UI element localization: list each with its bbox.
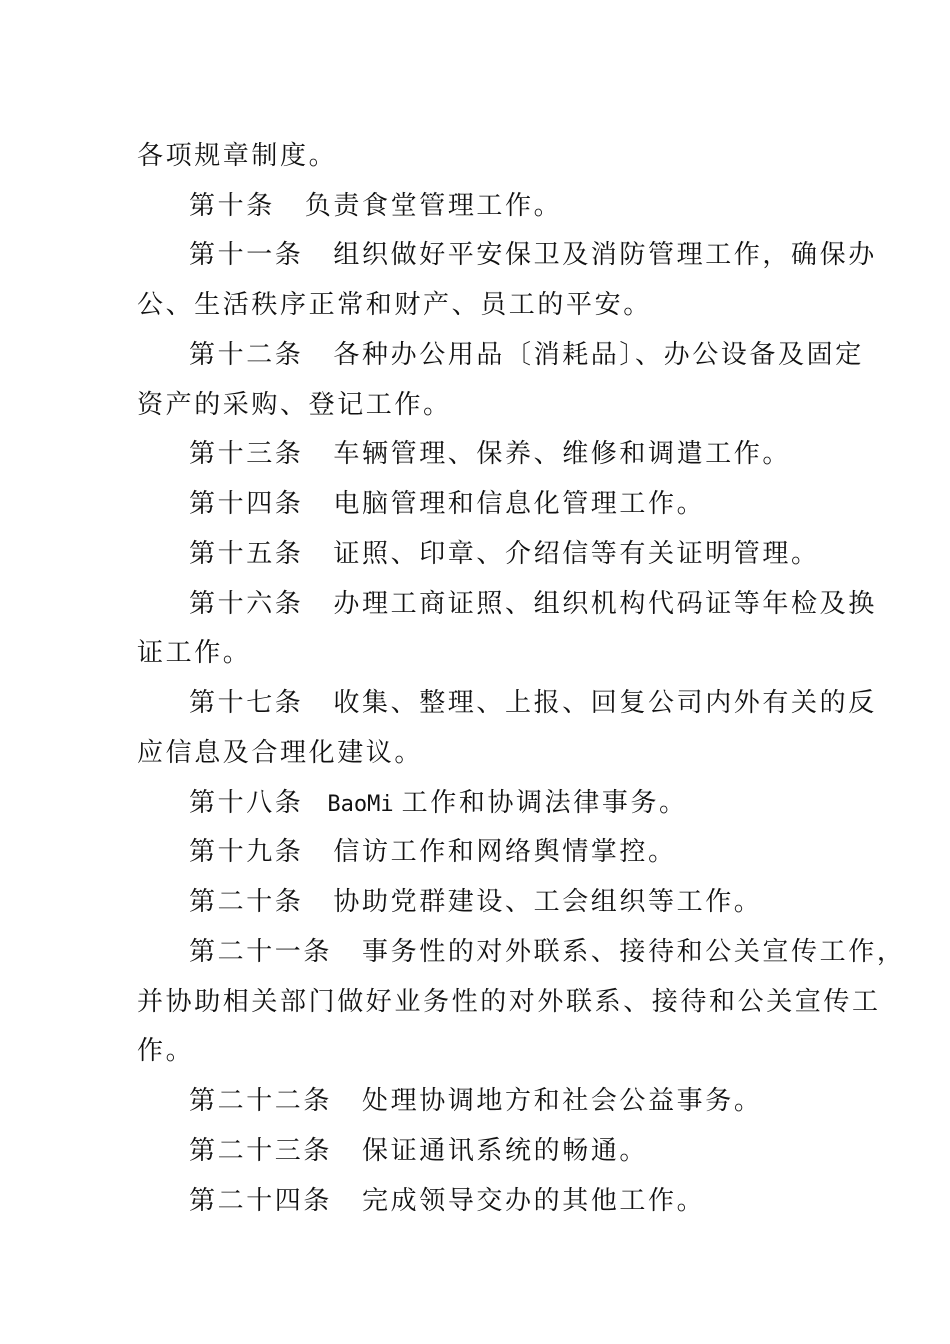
- article-number: 第二十四条: [189, 1186, 333, 1216]
- article-text: 车辆管理、保养、维修和调遣工作。: [333, 439, 792, 469]
- line-text: 各项规章制度。: [137, 141, 338, 171]
- article-line: [189, 835, 677, 869]
- article-number: 第十八条: [189, 788, 304, 818]
- article-number: 第十二条: [189, 340, 304, 370]
- article-line: [189, 1184, 705, 1218]
- article-line: [189, 189, 562, 223]
- article-number: 第十九条: [189, 837, 304, 867]
- text-line: [137, 1034, 194, 1068]
- article-line: [189, 537, 820, 571]
- line-text: 作。: [137, 1036, 195, 1066]
- article-line: [189, 786, 688, 822]
- text-line: [137, 288, 652, 322]
- article-line: [189, 935, 905, 969]
- article-number: 第十条: [189, 191, 275, 221]
- article-number: 第十一条: [189, 240, 304, 270]
- article-number: 第十六条: [189, 589, 304, 619]
- article-line: [189, 238, 877, 272]
- article-text: 办理工商证照、组织机构代码证等年检及换: [333, 589, 877, 619]
- article-text: 处理协调地方和社会公益事务。: [362, 1086, 763, 1116]
- text-line: [137, 139, 337, 173]
- article-text: 信访工作和网络舆情掌控。: [333, 837, 677, 867]
- line-text: 资产的采购、登记工作。: [137, 390, 452, 420]
- article-text: 完成领导交办的其他工作。: [362, 1186, 706, 1216]
- article-number: 第十七条: [189, 688, 304, 718]
- article-line: [189, 885, 762, 919]
- article-number: 第二十二条: [189, 1086, 333, 1116]
- article-line: [189, 587, 877, 621]
- article-line: [189, 1084, 762, 1118]
- text-line: [137, 388, 452, 422]
- article-text: 保证通讯系统的畅通。: [362, 1136, 649, 1166]
- article-line: [189, 686, 877, 720]
- article-line: [189, 437, 791, 471]
- article-latin-term: BaoMi: [327, 792, 394, 817]
- article-line: [189, 487, 705, 521]
- article-text: 证照、印章、介绍信等有关证明管理。: [333, 539, 820, 569]
- article-text: 协助党群建设、工会组织等工作。: [333, 887, 763, 917]
- article-number: 第二十三条: [189, 1136, 333, 1166]
- article-line: [189, 338, 864, 372]
- line-text: 并协助相关部门做好业务性的对外联系、接待和公关宣传工: [137, 987, 881, 1017]
- article-number: 第十五条: [189, 539, 304, 569]
- article-text: 事务性的对外联系、接待和公关宣传工作，: [362, 937, 906, 967]
- article-number: 第二十一条: [189, 937, 333, 967]
- article-text: 收集、整理、上报、回复公司内外有关的反: [333, 688, 877, 718]
- text-line: [137, 736, 423, 770]
- article-number: 第十三条: [189, 439, 304, 469]
- article-text: 负责食堂管理工作。: [304, 191, 563, 221]
- article-text: 工作和协调法律事务。: [401, 788, 688, 818]
- article-text: 组织做好平安保卫及消防管理工作，确保办: [333, 240, 877, 270]
- article-line: [189, 1134, 648, 1168]
- line-text: 公、生活秩序正常和财产、员工的平安。: [137, 290, 652, 320]
- article-text: 各种办公用品〔消耗品〕、办公设备及固定: [333, 340, 864, 370]
- article-text: 电脑管理和信息化管理工作。: [333, 489, 706, 519]
- line-text: 证工作。: [137, 638, 252, 668]
- text-line: [137, 985, 881, 1019]
- line-text: 应信息及合理化建议。: [137, 738, 424, 768]
- text-line: [137, 636, 251, 670]
- article-number: 第二十条: [189, 887, 304, 917]
- article-number: 第十四条: [189, 489, 304, 519]
